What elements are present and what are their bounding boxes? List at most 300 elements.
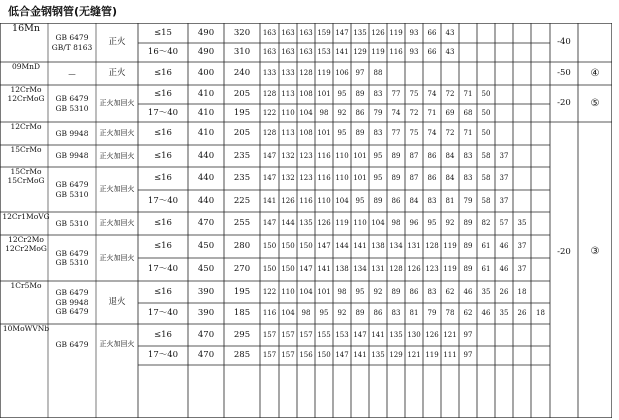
stress-cell: 86 bbox=[355, 108, 365, 117]
yield-cell: 195 bbox=[233, 286, 251, 297]
stress-cell: 101 bbox=[317, 129, 331, 137]
stress-cell: 93 bbox=[409, 28, 419, 37]
stress-cell: 71 bbox=[463, 129, 473, 137]
grade-label: 1Cr5Mo bbox=[10, 281, 42, 290]
thickness-cell: 17～40 bbox=[147, 195, 179, 206]
stress-cell: 18 bbox=[517, 287, 527, 296]
yield-cell: 270 bbox=[233, 264, 251, 275]
stress-cell: 81 bbox=[409, 309, 419, 317]
stress-cell: 66 bbox=[427, 28, 437, 37]
stress-cell: 108 bbox=[299, 129, 313, 137]
stress-cell: 88 bbox=[373, 69, 383, 77]
stress-cell: 119 bbox=[389, 28, 403, 37]
stress-cell: 86 bbox=[391, 196, 401, 205]
stress-cell: 87 bbox=[409, 174, 419, 182]
stress-cell bbox=[423, 62, 441, 85]
thickness-cell: 16～40 bbox=[147, 47, 179, 58]
stress-cell: 95 bbox=[373, 151, 383, 160]
treatment-cell: 正火加回火 bbox=[99, 340, 135, 348]
stress-cell: 18 bbox=[536, 309, 545, 317]
yield-cell: 240 bbox=[233, 68, 251, 79]
stress-cell: 128 bbox=[389, 265, 403, 273]
stress-cell: 75 bbox=[409, 90, 419, 98]
stress-cell: 81 bbox=[445, 196, 455, 205]
stress-cell bbox=[405, 62, 423, 85]
stress-cell: 144 bbox=[335, 242, 349, 250]
stress-cell: 138 bbox=[371, 242, 385, 250]
thickness-cell: ≤16 bbox=[154, 329, 172, 340]
thickness-cell: 17～40 bbox=[147, 264, 179, 275]
tensile-cell: 440 bbox=[197, 173, 215, 184]
standard-label: GB 6479 bbox=[55, 339, 89, 349]
stress-cell: 89 bbox=[391, 151, 401, 160]
thickness-cell: ≤15 bbox=[154, 27, 172, 38]
grade-label: 12Cr1MoVG bbox=[2, 212, 50, 221]
thickness-cell: 17～40 bbox=[147, 107, 179, 118]
stress-cell: 131 bbox=[371, 265, 385, 273]
stress-cell: 83 bbox=[373, 90, 383, 98]
yield-cell: 205 bbox=[233, 89, 251, 100]
stress-cell: 97 bbox=[463, 351, 473, 359]
stress-cell: 144 bbox=[281, 219, 295, 227]
grade-cell bbox=[0, 23, 48, 62]
tensile-cell: 490 bbox=[197, 47, 215, 58]
grade-cell bbox=[0, 281, 48, 324]
min-temp-cell: -40 bbox=[557, 37, 571, 48]
stress-cell: 150 bbox=[281, 265, 295, 273]
stress-cell: 104 bbox=[281, 309, 295, 317]
stress-cell: 126 bbox=[317, 219, 331, 227]
treatment-cell: 正火加回火 bbox=[99, 151, 135, 160]
grade-label: 12Cr2MoG bbox=[5, 244, 47, 254]
stress-cell bbox=[513, 346, 531, 365]
stress-cell: 58 bbox=[481, 151, 491, 160]
standard-cell bbox=[48, 85, 96, 122]
stress-cell: 97 bbox=[355, 69, 365, 77]
yield-cell: 235 bbox=[233, 150, 251, 161]
tensile-cell: 450 bbox=[197, 264, 215, 275]
tensile-cell: 400 bbox=[197, 68, 215, 79]
stress-cell: 134 bbox=[353, 265, 367, 273]
stress-cell: 61 bbox=[481, 242, 491, 250]
tensile-cell: 410 bbox=[197, 128, 215, 139]
stress-cell: 89 bbox=[463, 242, 473, 250]
yield-cell: 205 bbox=[233, 128, 251, 139]
grade-cell bbox=[0, 85, 48, 122]
stress-cell: 83 bbox=[463, 151, 473, 160]
stress-cell: 116 bbox=[317, 174, 331, 182]
stress-cell: 135 bbox=[389, 330, 403, 339]
stress-cell: 106 bbox=[335, 69, 349, 77]
stress-cell: 147 bbox=[335, 28, 349, 37]
stress-cell: 84 bbox=[445, 151, 455, 160]
stress-cell: 62 bbox=[463, 309, 473, 317]
stress-cell: 43 bbox=[445, 48, 455, 56]
min-temp-cell: -20 bbox=[557, 98, 571, 109]
stress-cell: 26 bbox=[499, 287, 509, 296]
grade-cell bbox=[0, 145, 48, 167]
stress-cell: 79 bbox=[427, 309, 437, 317]
stress-cell: 83 bbox=[391, 309, 401, 317]
note-cell bbox=[578, 23, 612, 62]
note-cell: ⑤ bbox=[590, 97, 600, 109]
stress-cell: 153 bbox=[335, 330, 349, 339]
stress-cell: 86 bbox=[373, 309, 383, 317]
standard-cell bbox=[48, 212, 96, 235]
stress-cell: 147 bbox=[299, 265, 313, 273]
stress-cell: 101 bbox=[353, 151, 367, 160]
stress-cell: 86 bbox=[427, 174, 437, 182]
stress-cell: 163 bbox=[299, 28, 313, 37]
stress-cell: 163 bbox=[262, 48, 277, 56]
thickness-cell: 17～40 bbox=[147, 308, 179, 319]
stress-cell: 98 bbox=[319, 108, 329, 117]
standard-cell bbox=[48, 23, 96, 62]
stress-cell: 50 bbox=[481, 90, 491, 98]
treatment-cell: 正火加回火 bbox=[99, 253, 135, 262]
stress-cell: 116 bbox=[262, 309, 277, 317]
stress-cell: 72 bbox=[445, 90, 455, 98]
stress-cell: 130 bbox=[407, 330, 421, 339]
stress-cell: 141 bbox=[371, 330, 385, 339]
note-cell: ③ bbox=[590, 246, 600, 257]
note-cell: ④ bbox=[590, 67, 600, 79]
stress-cell: 153 bbox=[317, 48, 331, 56]
yield-cell: 320 bbox=[233, 27, 251, 38]
stress-cell: 72 bbox=[445, 129, 455, 137]
stress-cell: 78 bbox=[445, 309, 455, 317]
tensile-cell: 450 bbox=[197, 241, 215, 252]
stress-cell: 62 bbox=[445, 287, 455, 296]
grade-label: 10MoWVNb bbox=[2, 324, 50, 333]
stress-cell: 86 bbox=[427, 151, 437, 160]
stress-cell: 147 bbox=[353, 330, 367, 339]
stress-cell: 163 bbox=[281, 48, 295, 56]
treatment-cell: 正火 bbox=[108, 68, 126, 79]
stress-cell: 131 bbox=[407, 242, 421, 250]
stress-cell: 147 bbox=[262, 174, 277, 182]
stress-cell: 95 bbox=[355, 196, 365, 205]
stress-cell: 150 bbox=[281, 242, 295, 250]
stress-cell: 141 bbox=[353, 351, 367, 359]
stress-cell bbox=[459, 43, 477, 62]
min-temp-cell: -50 bbox=[557, 68, 571, 79]
stress-cell: 98 bbox=[301, 309, 311, 317]
stress-cell: 74 bbox=[427, 129, 437, 137]
stress-cell: 89 bbox=[463, 219, 473, 227]
stress-cell: 147 bbox=[335, 351, 349, 359]
stress-cell: 92 bbox=[445, 219, 455, 227]
treatment-cell: 正火加回火 bbox=[99, 129, 135, 137]
grade-label: 16Mn bbox=[12, 23, 40, 34]
grade-label: 15CrMo bbox=[10, 145, 42, 154]
yield-cell: 195 bbox=[233, 107, 251, 118]
standard-label: GB 9948 bbox=[55, 128, 89, 138]
tensile-cell: 470 bbox=[197, 329, 215, 340]
stress-cell: 123 bbox=[299, 151, 313, 160]
stress-cell: 98 bbox=[337, 287, 347, 296]
stress-cell: 104 bbox=[335, 196, 349, 205]
stress-cell: 95 bbox=[427, 219, 437, 227]
stress-cell: 101 bbox=[317, 90, 331, 98]
tensile-cell: 440 bbox=[197, 150, 215, 161]
stress-cell: 128 bbox=[425, 242, 439, 250]
stress-cell: 46 bbox=[499, 242, 509, 250]
stress-cell: 89 bbox=[355, 129, 365, 137]
stress-cell: 126 bbox=[281, 196, 295, 205]
standard-label: GB 6479 bbox=[55, 248, 89, 258]
stress-cell: 84 bbox=[409, 196, 419, 205]
stress-cell: 74 bbox=[427, 90, 437, 98]
stress-cell: 46 bbox=[499, 265, 509, 273]
stress-cell: 119 bbox=[425, 351, 439, 359]
stress-cell: 123 bbox=[299, 174, 313, 182]
stress-cell: 71 bbox=[427, 108, 437, 117]
stress-cell: 110 bbox=[353, 219, 367, 227]
stress-cell: 128 bbox=[262, 90, 277, 98]
stress-cell: 113 bbox=[281, 90, 295, 98]
stress-cell: 157 bbox=[262, 351, 277, 359]
stress-cell: 119 bbox=[371, 48, 385, 56]
stress-cell: 163 bbox=[299, 48, 313, 56]
stress-cell: 121 bbox=[407, 351, 421, 359]
stress-cell: 132 bbox=[281, 151, 295, 160]
thickness-cell: ≤16 bbox=[154, 68, 172, 79]
stress-cell: 133 bbox=[281, 69, 295, 77]
stress-cell: 101 bbox=[317, 287, 331, 296]
stress-cell: 132 bbox=[281, 174, 295, 182]
stress-cell: 95 bbox=[319, 309, 329, 317]
stress-cell: 108 bbox=[299, 90, 313, 98]
stress-cell: 150 bbox=[317, 351, 331, 359]
stress-cell: 89 bbox=[391, 287, 401, 296]
yield-cell: 235 bbox=[233, 173, 251, 184]
standard-cell bbox=[48, 235, 96, 281]
stress-table bbox=[0, 23, 612, 418]
stress-cell: 37 bbox=[517, 265, 527, 273]
stress-cell bbox=[495, 346, 513, 365]
stress-cell: 135 bbox=[299, 219, 313, 227]
stress-cell: 141 bbox=[317, 265, 331, 273]
stress-cell bbox=[477, 23, 495, 43]
stress-cell: 97 bbox=[463, 330, 473, 339]
stress-cell: 95 bbox=[355, 287, 365, 296]
treatment-cell: 正火加回火 bbox=[99, 185, 135, 193]
standard-label: GB 6479 bbox=[55, 288, 89, 298]
stress-cell: 37 bbox=[517, 242, 527, 250]
grade-cell bbox=[0, 235, 48, 281]
stress-cell: 129 bbox=[353, 48, 367, 56]
stress-cell: 110 bbox=[281, 287, 295, 296]
stress-cell bbox=[459, 62, 477, 85]
stress-cell: 89 bbox=[355, 309, 365, 317]
stress-cell: 104 bbox=[299, 287, 313, 296]
stress-cell: 89 bbox=[373, 196, 383, 205]
stress-cell: 72 bbox=[409, 108, 419, 117]
thickness-cell: ≤16 bbox=[154, 150, 172, 161]
stress-cell: 150 bbox=[262, 242, 277, 250]
stress-cell: 116 bbox=[389, 48, 403, 56]
stress-cell bbox=[441, 62, 459, 85]
grade-cell bbox=[0, 167, 48, 212]
stress-cell: 150 bbox=[299, 242, 313, 250]
tensile-cell: 440 bbox=[197, 195, 215, 206]
standard-label: GB 9948 bbox=[55, 151, 89, 161]
standard-cell bbox=[48, 167, 96, 212]
stress-cell: 110 bbox=[335, 174, 349, 182]
stress-cell: 141 bbox=[335, 48, 349, 56]
stress-cell: 129 bbox=[389, 351, 403, 359]
stress-cell: 96 bbox=[409, 219, 419, 227]
stress-cell: 89 bbox=[463, 265, 473, 273]
stress-cell: 87 bbox=[409, 151, 419, 160]
stress-cell: 37 bbox=[499, 174, 509, 182]
standard-label: GB 6479 bbox=[55, 33, 89, 43]
stress-cell: 35 bbox=[481, 287, 491, 296]
standard-cell bbox=[48, 145, 96, 167]
stress-cell: 35 bbox=[517, 219, 527, 227]
grade-cell bbox=[0, 62, 48, 85]
grade-label: 12Cr2Mo bbox=[8, 235, 44, 244]
yield-cell: 295 bbox=[233, 329, 251, 340]
tensile-cell: 490 bbox=[197, 27, 215, 38]
standard-label: GB 6479 bbox=[55, 94, 89, 104]
standard-label: GB 9948 bbox=[55, 297, 89, 307]
stress-cell bbox=[495, 324, 513, 346]
stress-cell: 163 bbox=[262, 28, 277, 37]
stress-cell: 157 bbox=[262, 330, 277, 339]
stress-cell: 46 bbox=[481, 309, 491, 317]
stress-cell: 159 bbox=[317, 28, 331, 37]
stress-cell: 98 bbox=[391, 219, 401, 227]
grade-cell bbox=[0, 324, 48, 365]
treatment-cell: 正火 bbox=[108, 37, 126, 48]
stress-cell: 37 bbox=[499, 196, 509, 205]
tensile-cell: 470 bbox=[197, 350, 215, 361]
stress-cell bbox=[513, 324, 531, 346]
standard-label: GB 6479 bbox=[55, 180, 89, 190]
tensile-cell: 410 bbox=[197, 89, 215, 100]
stress-cell: 92 bbox=[337, 108, 347, 117]
stress-cell: 155 bbox=[317, 330, 331, 339]
thickness-cell: ≤16 bbox=[154, 241, 172, 252]
stress-cell: 95 bbox=[337, 90, 347, 98]
stress-cell: 138 bbox=[335, 265, 349, 273]
stress-cell: 95 bbox=[337, 129, 347, 137]
stress-cell: 83 bbox=[427, 196, 437, 205]
stress-cell: 66 bbox=[427, 48, 437, 56]
stress-cell: 57 bbox=[499, 219, 509, 227]
stress-cell: 122 bbox=[262, 287, 277, 296]
stress-cell: 126 bbox=[371, 28, 385, 37]
stress-cell: 119 bbox=[335, 219, 349, 227]
thickness-cell: ≤16 bbox=[154, 173, 172, 184]
stress-cell: 82 bbox=[481, 219, 491, 227]
grade-label: 12CrMo bbox=[10, 122, 42, 131]
stress-cell: 119 bbox=[317, 69, 331, 77]
tensile-cell: 470 bbox=[197, 218, 215, 229]
grade-label: 15CrMoG bbox=[7, 176, 45, 186]
stress-cell: 83 bbox=[373, 129, 383, 137]
stress-cell: 83 bbox=[463, 174, 473, 182]
yield-cell: 225 bbox=[233, 195, 251, 206]
stress-cell: 116 bbox=[299, 196, 313, 205]
stress-cell: 104 bbox=[299, 108, 313, 117]
stress-cell: 74 bbox=[391, 108, 401, 117]
stress-cell: 119 bbox=[443, 265, 457, 273]
yield-cell: 310 bbox=[233, 47, 251, 58]
stress-cell: 133 bbox=[262, 69, 277, 77]
standard-cell bbox=[48, 281, 96, 324]
tensile-cell: 390 bbox=[197, 308, 215, 319]
stress-cell: 135 bbox=[353, 28, 367, 37]
stress-cell: 150 bbox=[262, 265, 277, 273]
stress-cell: 113 bbox=[281, 129, 295, 137]
grade-label: 12CrMoG bbox=[7, 94, 45, 104]
stress-cell: 75 bbox=[409, 129, 419, 137]
stress-cell bbox=[387, 62, 405, 85]
grade-cell bbox=[0, 212, 48, 235]
standard-label: GB 5310 bbox=[55, 258, 89, 267]
stress-cell: 157 bbox=[299, 330, 313, 339]
stress-cell: 110 bbox=[317, 196, 331, 205]
stress-cell: 61 bbox=[481, 265, 491, 273]
stress-cell: 156 bbox=[299, 351, 313, 359]
stress-cell: 77 bbox=[391, 90, 401, 98]
thickness-cell: ≤16 bbox=[154, 128, 172, 139]
stress-cell: 128 bbox=[262, 129, 277, 137]
stress-cell: 157 bbox=[281, 330, 295, 339]
stress-cell: 147 bbox=[317, 242, 331, 250]
stress-cell: 71 bbox=[463, 90, 473, 98]
stress-cell: 89 bbox=[391, 174, 401, 182]
stress-cell: 43 bbox=[445, 28, 455, 37]
standard-label: GB 5310 bbox=[55, 189, 89, 199]
thickness-cell: ≤16 bbox=[154, 89, 172, 100]
stress-cell: 135 bbox=[371, 351, 385, 359]
stress-cell: 50 bbox=[481, 129, 491, 137]
stress-cell: 84 bbox=[445, 174, 455, 182]
stress-cell bbox=[477, 43, 495, 62]
treatment-cell: 正火加回火 bbox=[99, 99, 135, 107]
stress-cell: 104 bbox=[371, 219, 385, 227]
stress-cell: 35 bbox=[499, 309, 509, 317]
stress-cell: 157 bbox=[281, 351, 295, 359]
stress-cell: 79 bbox=[463, 196, 473, 205]
standard-label: GB 6479 bbox=[55, 307, 89, 317]
treatment-cell: 正火加回火 bbox=[99, 219, 135, 227]
stress-cell: 79 bbox=[373, 108, 383, 117]
grade-label: 09MnD bbox=[11, 62, 41, 71]
stress-cell: 69 bbox=[445, 108, 455, 117]
stress-cell: 101 bbox=[353, 174, 367, 182]
stress-cell: 147 bbox=[262, 219, 277, 227]
stress-cell: 128 bbox=[299, 69, 313, 77]
stress-cell bbox=[477, 346, 495, 365]
standard-label: GB 5310 bbox=[55, 103, 89, 113]
stress-cell: 110 bbox=[281, 108, 295, 117]
yield-cell: 185 bbox=[233, 308, 251, 319]
stress-cell: 110 bbox=[335, 151, 349, 160]
stress-cell: 26 bbox=[517, 309, 527, 317]
stress-cell: 147 bbox=[262, 151, 277, 160]
stress-cell: 121 bbox=[443, 330, 457, 339]
thickness-cell: ≤16 bbox=[154, 218, 172, 229]
yield-cell: 285 bbox=[233, 350, 251, 361]
stress-cell: 95 bbox=[373, 174, 383, 182]
stress-cell: 58 bbox=[481, 174, 491, 182]
stress-cell: 141 bbox=[353, 242, 367, 250]
